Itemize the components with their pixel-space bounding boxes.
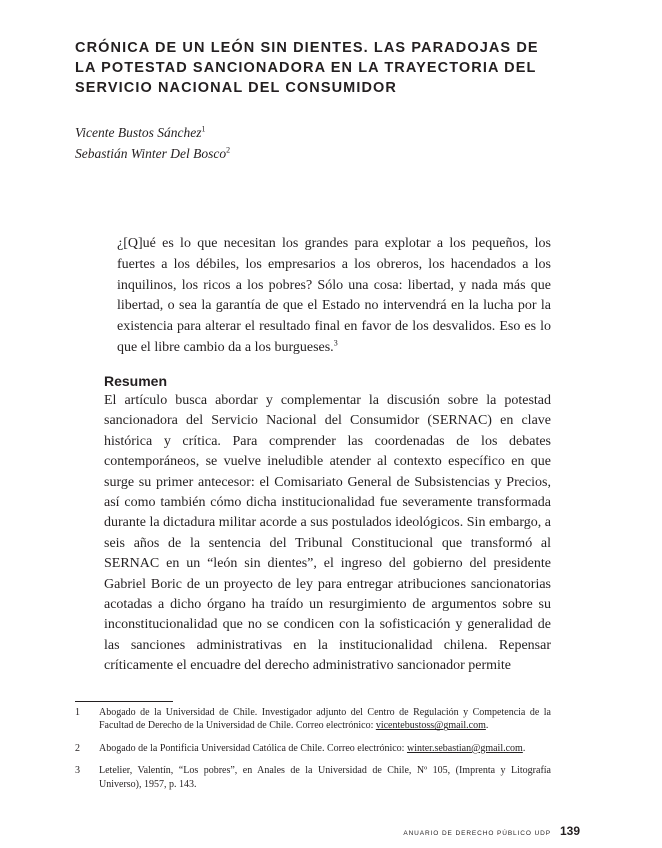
footnote-3	[75, 764, 551, 791]
abstract-heading: Resumen	[104, 373, 168, 389]
footnote-body: Abogado de la Pontificia Universidad Católica de Chile. Correo electrónico:	[99, 742, 407, 754]
footnote-text	[99, 706, 551, 733]
author-list	[75, 122, 230, 164]
footnote-suffix: .	[485, 720, 489, 732]
footnote-ref[interactable]: 3	[333, 338, 338, 348]
footnote-text	[99, 764, 551, 791]
author-2	[75, 143, 230, 164]
footnote-body: Letelier, Valentín, “Los pobres”, en Anales de la Universidad de Chile, Nº 105, (Imprenta y Litografía Universo), 1957, p. 143.	[99, 765, 551, 790]
footnotes	[75, 706, 551, 800]
article-title: CRÓNICA DE UN LEÓN SIN DIENTES. LAS PARADOJAS DE LA POTESTAD SANCIONADORA EN LA TRAYECTORIA DEL SERVICIO NACIONAL DEL CONSUMIDOR	[75, 40, 539, 96]
email-link[interactable]: winter.sebastian@gmail.com	[406, 742, 523, 754]
page-number: 139	[559, 824, 580, 838]
footnote-number: 2	[75, 742, 80, 754]
running-footer	[403, 824, 580, 838]
footnote-body: Abogado de la Universidad de Chile. Investigador adjunto del Centro de Regulación y Competencia de la Facultad de Derecho de la Universidad de Chile. Correo electrónico:	[99, 707, 551, 732]
footnote-1	[75, 706, 551, 733]
footnote-number: 3	[75, 765, 80, 777]
footnote-ref[interactable]: 2	[226, 145, 231, 155]
epigraph-text: ¿[Q]ué es lo que necesitan los grandes para explotar a los pequeños, los fuertes a los débiles, los empresarios a los obreros, los hacendados a los inquilinos, los ricos a los pobres? Sólo una cosa: libertad, y nada más que libertad, o sea la garantía de que el Estado no intervendrá en la lucha por la existencia para alterar el resultado final en favor de los desvalidos. Eso es lo que el libre cambio da a los burgueses.	[117, 236, 551, 355]
footnote-text	[99, 742, 551, 755]
footnote-2	[75, 742, 551, 755]
email-link[interactable]: vicentebustoss@gmail.com	[375, 720, 486, 732]
author-1	[75, 122, 230, 143]
footnote-number: 1	[75, 707, 80, 718]
footnote-divider	[75, 701, 173, 702]
author-name: Vicente Bustos Sánchez	[75, 125, 202, 140]
epigraph-quote	[117, 234, 551, 359]
abstract-body: El artículo busca abordar y complementar la discusión sobre la potestad sancionadora del Servicio Nacional del Consumidor (SERNAC) en clave histórica y crítica. Para comprender las coordenadas de los debates contemporáneos, se vuelve ineludible atender al contexto específico en que surge su primer antecesor: el Comisariato General de Subsistencias y Precios, así como también cómo dicha institucionalidad fue severamente transformada durante la dictadura militar acorde a sus postulados ideológicos. Sin embargo, a seis años de la sentencia del Tribunal Constitucional que transformó al SERNAC en un “león sin dientes”, el ingreso del gobierno del presidente Gabriel Boric de un proyecto de ley para entregar atribuciones sancionatorias acotadas a dicho órgano ha traído un resurgimiento de argumentos sobre su inconstitucionalidad que no se condicen con la sofisticación y generalidad de las sanciones administrativas en la institucionalidad chilena. Repensar críticamente el encuadre del derecho administrativo sancionador permite	[104, 393, 551, 674]
author-name: Sebastián Winter Del Bosco	[75, 146, 227, 161]
journal-name: ANUARIO DE DERECHO PÚBLICO UDP	[403, 830, 551, 837]
abstract-section	[104, 372, 551, 677]
footnote-suffix: .	[522, 742, 526, 754]
footnote-ref[interactable]: 1	[201, 124, 206, 134]
